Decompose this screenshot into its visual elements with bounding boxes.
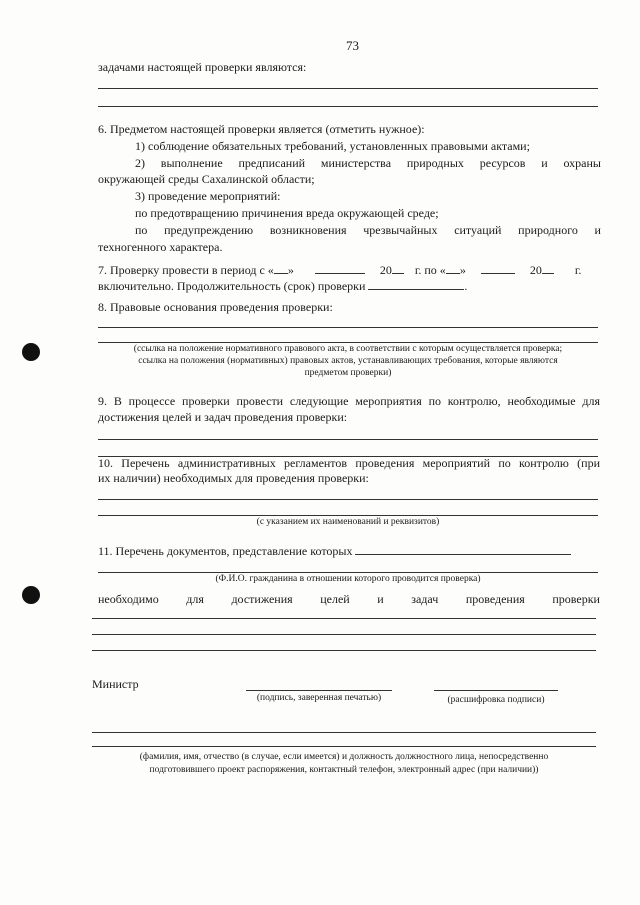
footer-line2: подготовившего проект распоряжения, контактный телефон, электронный адрес (при наличии)) [149,765,539,775]
blank-line [92,746,596,747]
quote-close: » [287,263,294,277]
month-from-field[interactable] [315,262,365,274]
documents-field[interactable] [355,543,571,555]
word: по [428,394,441,408]
word: административных [177,456,276,470]
word: ресурсов [479,156,526,170]
word: проверки [552,592,600,606]
word: предупреждению [164,223,254,237]
word: чрезвычайных [363,223,438,237]
word: контролю, [447,394,501,408]
word: мероприятия [355,394,422,408]
section9-line2: достижения целей и задач проведения проверки: [98,410,348,424]
word: и [594,223,601,237]
blank-line [98,327,598,328]
period-end: . [464,279,468,293]
word: для [582,394,600,408]
page-number: 73 [346,38,359,53]
section6-item2-line1 [135,156,601,170]
section8-heading: 8. Правовые основания проведения проверки: [98,300,333,314]
section7-line1 [98,262,600,277]
section11-note: (Ф.И.О. гражданина в отношении которого проводится проверка) [215,574,481,584]
word: по [135,223,148,237]
blank-line [98,106,598,107]
intro-line: задачами настоящей проверки являются: [98,60,307,74]
blank-line [92,618,596,619]
word: 10. [98,456,113,470]
blank-line [92,634,596,635]
section8-note-line3: предметом проверки) [304,368,392,378]
word: ситуаций [454,223,502,237]
word: следующие [289,394,349,408]
section6-heading: 6. Предметом настоящей проверки является (отметить нужное): [98,122,425,136]
blank-line [98,439,598,440]
section6-item3b-line2: техногенного характера. [98,240,223,254]
word: министерства [320,156,392,170]
word: выполнение [160,156,223,170]
section10-line2: их наличии) необходимых для проведения проверки: [98,471,369,485]
word: регламентов [284,456,348,470]
word: Перечень [121,456,170,470]
section9-line1 [98,394,600,408]
year-suffix: г. [574,263,582,277]
word: и [541,156,548,170]
word: провести [236,394,284,408]
period-to-label: г. по « [414,263,446,277]
section8-note-line2: ссылка на положения (нормативных) правовых актов, устанавливающих требования, которые являются [138,356,558,366]
word: для [186,592,204,606]
word: целей [320,592,350,606]
word: охраны [563,156,601,170]
signature-note: (подпись, заверенная печатью) [256,693,382,703]
month-to-field[interactable] [481,262,515,274]
blank-line [92,650,596,651]
section8-note-line1: (ссылка на положение нормативного правового акта, в соответствии с которым осуществляется проверка; [133,344,563,354]
word: 9. [98,394,107,408]
period-from-label: 7. Проверку провести в период с « [98,263,274,277]
blank-line [98,88,598,89]
section11-line1 [98,543,571,558]
word: и [377,592,384,606]
decode-note: (расшифровка подписи) [447,695,545,705]
blank-line [92,732,596,733]
year-from-field[interactable] [392,262,404,274]
section6-item3b-line1 [135,223,601,237]
section6-item2-line2: окружающей среды Сахалинской области; [98,172,315,186]
word: контролю [519,456,569,470]
word: задач [411,592,439,606]
section10-line1 [98,456,600,470]
duration-field[interactable] [368,278,464,290]
punch-hole [22,586,40,604]
word: достижения [231,592,293,606]
word: возникновения [269,223,347,237]
word: проверки [182,394,230,408]
footer-line1: (фамилия, имя, отчество (в случае, если имеется) и должность должностного лица, непосредственно [139,752,549,762]
section6-item1: 1) соблюдение обязательных требований, установленных правовыми актами; [135,139,530,153]
section7-line2 [98,278,467,293]
section11-words [98,592,600,606]
duration-label: включительно. Продолжительность (срок) проверки [98,279,366,293]
day-to-field[interactable] [446,262,460,274]
word: 2) [135,156,145,170]
quote-close: » [459,263,466,277]
year-prefix: 20 [379,263,392,277]
year-to-field[interactable] [542,262,554,274]
year-prefix: 20 [529,263,542,277]
word: необходимые [507,394,576,408]
day-from-field[interactable] [274,262,288,274]
word: природных [406,156,464,170]
punch-hole [22,343,40,361]
documents-label: 11. Перечень документов, представление которых [98,544,353,558]
signature-line[interactable] [246,690,392,691]
section10-note: (с указанием их наименований и реквизитов) [256,517,440,527]
minister-label: Министр [92,677,139,691]
word: природного [518,223,578,237]
word: необходимо [98,592,159,606]
word: В [113,394,122,408]
word: (при [577,456,600,470]
word: предписаний [238,156,306,170]
word: проведения [465,592,525,606]
section6-item3a: по предотвращению причинения вреда окружающей среде; [135,206,439,220]
decode-line[interactable] [434,690,558,691]
word: мероприятий [422,456,491,470]
blank-line [98,499,598,500]
word: процессе [128,394,176,408]
word: проведения [355,456,415,470]
section6-item3: 3) проведение мероприятий: [135,189,281,203]
word: по [498,456,511,470]
